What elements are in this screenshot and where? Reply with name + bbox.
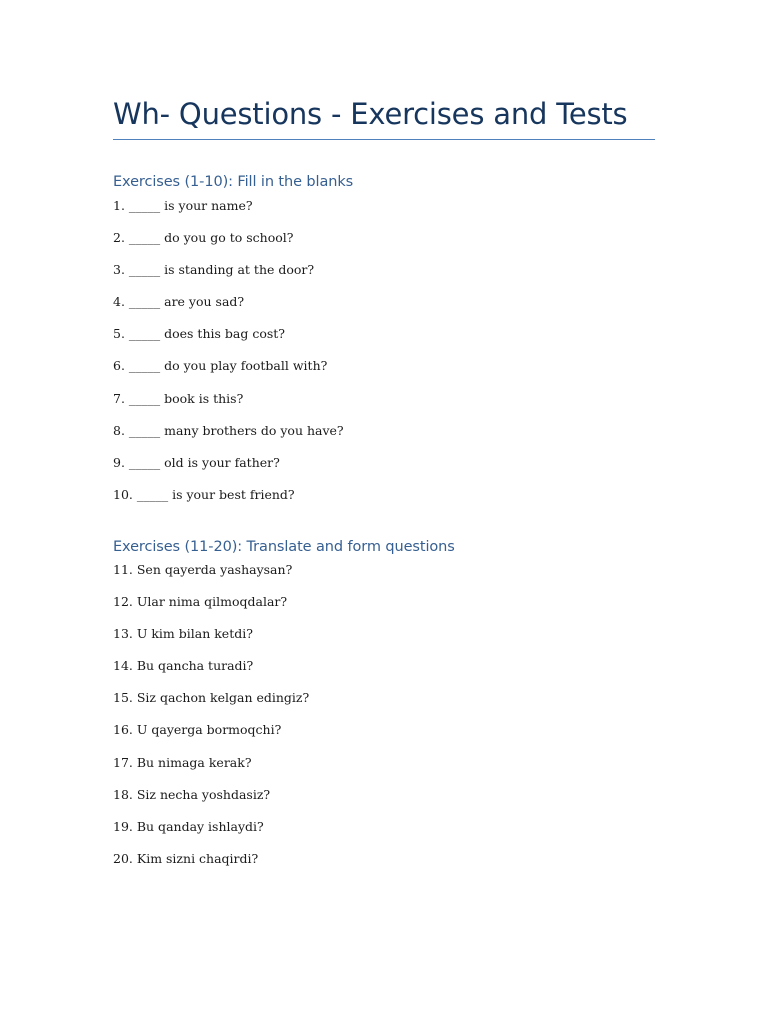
exercise-item: 2. _____ do you go to school?	[113, 230, 294, 246]
exercise-item: 9. _____ old is your father?	[113, 454, 280, 470]
title-underline-rule	[113, 139, 655, 140]
section-heading-translate: Exercises (11-20): Translate and form questions	[113, 539, 455, 555]
document-title: Wh- Questions - Exercises and Tests	[113, 97, 628, 131]
exercise-item: 18. Siz necha yoshdasiz?	[113, 786, 271, 802]
exercise-item: 15. Siz qachon kelgan edingiz?	[113, 690, 310, 706]
exercise-item: 8. _____ many brothers do you have?	[113, 422, 344, 438]
exercise-item: 7. _____ book is this?	[113, 390, 244, 406]
exercise-item: 3. _____ is standing at the door?	[113, 262, 315, 278]
exercise-item: 17. Bu nimaga kerak?	[113, 754, 252, 770]
exercise-item: 6. _____ do you play football with?	[113, 358, 328, 374]
exercise-item: 13. U kim bilan ketdi?	[113, 626, 253, 642]
section-heading-fill-in-blanks: Exercises (1-10): Fill in the blanks	[113, 174, 354, 190]
exercise-item: 14. Bu qancha turadi?	[113, 658, 254, 674]
exercise-item: 20. Kim sizni chaqirdi?	[113, 850, 259, 866]
exercise-item: 5. _____ does this bag cost?	[113, 326, 285, 342]
exercise-item: 1. _____ is your name?	[113, 198, 253, 213]
exercise-item: 12. Ular nima qilmoqdalar?	[113, 594, 288, 610]
exercise-item: 11. Sen qayerda yashaysan?	[113, 562, 293, 577]
translate-questions-list	[113, 560, 309, 881]
exercise-item: 16. U qayerga bormoqchi?	[113, 722, 282, 738]
exercise-item: 19. Bu qanday ishlaydi?	[113, 818, 264, 834]
exercise-item: 4. _____ are you sad?	[113, 294, 245, 310]
fill-in-blanks-list	[113, 196, 344, 517]
exercise-item: 10. _____ is your best friend?	[113, 486, 295, 502]
